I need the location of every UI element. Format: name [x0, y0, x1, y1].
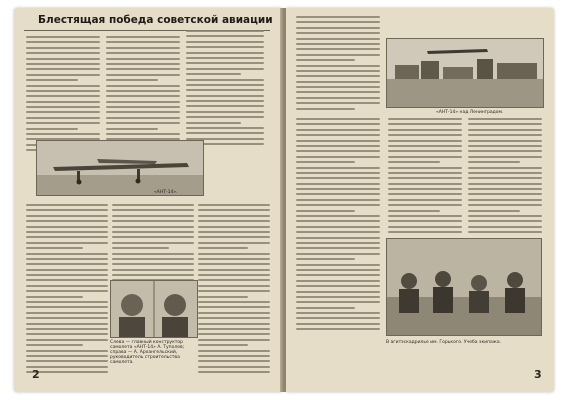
left-page	[14, 8, 282, 392]
text-line	[26, 312, 108, 314]
text-line	[198, 242, 270, 244]
text-line	[26, 258, 108, 260]
text-line	[296, 145, 380, 147]
text-line	[198, 360, 270, 362]
text-line	[388, 220, 462, 222]
text-line	[112, 215, 194, 217]
text-line	[186, 100, 264, 102]
text-line	[26, 360, 108, 362]
text-line	[186, 73, 241, 75]
text-line	[198, 274, 270, 276]
text-line	[26, 36, 100, 38]
text-line	[198, 215, 270, 217]
text-line	[296, 27, 380, 29]
text-line	[198, 301, 270, 303]
text-line	[296, 269, 380, 271]
left-lower-column-1	[26, 204, 108, 377]
text-line	[296, 317, 380, 319]
text-line	[296, 237, 380, 239]
text-line	[198, 312, 270, 314]
text-line	[296, 43, 380, 45]
text-line	[388, 156, 462, 158]
text-line	[296, 54, 380, 56]
text-line	[296, 140, 380, 142]
text-line	[198, 204, 270, 206]
text-line	[296, 312, 380, 314]
text-line	[296, 21, 380, 23]
text-line	[186, 46, 264, 48]
text-line	[106, 85, 180, 87]
text-line	[186, 111, 264, 113]
crew-photo-caption: В агитэскадрилье им. Горького. Учеба экипажа.	[386, 340, 502, 345]
city-photo-image	[387, 39, 543, 107]
text-line	[26, 106, 100, 108]
text-line	[26, 253, 108, 255]
text-line	[388, 118, 462, 120]
text-line	[388, 204, 462, 206]
text-line	[106, 111, 180, 113]
text-line	[26, 296, 83, 298]
text-line	[112, 258, 194, 260]
text-line	[198, 290, 270, 292]
text-line	[468, 177, 542, 179]
text-line	[388, 210, 440, 212]
text-line	[186, 132, 264, 134]
text-line	[296, 264, 380, 266]
text-line	[388, 140, 462, 142]
text-line	[26, 301, 108, 303]
text-line	[296, 156, 380, 158]
text-line	[198, 285, 270, 287]
text-line	[106, 63, 180, 65]
text-line	[186, 52, 264, 54]
text-line	[198, 231, 270, 233]
text-line	[296, 296, 380, 298]
text-line	[296, 307, 355, 309]
text-line	[106, 47, 180, 49]
text-line	[26, 101, 100, 103]
text-line	[468, 140, 542, 142]
text-line	[296, 247, 380, 249]
right-text-column-3	[388, 118, 462, 237]
text-line	[296, 193, 380, 195]
text-line	[296, 59, 355, 61]
text-line	[468, 145, 542, 147]
text-line	[198, 339, 270, 341]
text-line	[388, 215, 462, 217]
text-line	[112, 263, 194, 265]
text-line	[26, 95, 100, 97]
text-line	[26, 333, 108, 335]
text-line	[198, 269, 270, 271]
text-line	[198, 350, 270, 352]
text-line	[468, 134, 542, 136]
text-line	[26, 274, 108, 276]
text-line	[388, 199, 462, 201]
text-line	[468, 193, 542, 195]
article-headline: Блестящая победа советской авиации	[38, 14, 273, 26]
text-line	[296, 91, 380, 93]
text-line	[106, 122, 180, 124]
text-line	[112, 204, 194, 206]
text-line	[106, 36, 180, 38]
text-line	[296, 231, 380, 233]
text-line	[296, 210, 355, 212]
text-line	[296, 97, 380, 99]
text-line	[388, 167, 462, 169]
text-line	[186, 84, 264, 86]
text-line	[26, 242, 108, 244]
text-line	[198, 317, 270, 319]
text-line	[296, 177, 380, 179]
text-line	[388, 161, 440, 163]
text-line	[296, 220, 380, 222]
text-line	[468, 172, 542, 174]
text-line	[106, 68, 180, 70]
text-line	[296, 86, 380, 88]
text-line	[186, 62, 264, 64]
text-line	[106, 58, 180, 60]
text-line	[296, 65, 380, 67]
aircraft-photo-caption: «АНТ-14».	[154, 190, 178, 195]
text-line	[26, 279, 108, 281]
text-line	[186, 68, 264, 70]
text-line	[186, 79, 264, 81]
text-line	[106, 74, 180, 76]
text-line	[106, 52, 180, 54]
text-line	[388, 183, 462, 185]
text-line	[296, 48, 380, 50]
text-line	[296, 172, 380, 174]
text-line	[296, 291, 380, 293]
text-line	[468, 231, 542, 233]
text-line	[296, 38, 380, 40]
text-line	[296, 323, 380, 325]
text-line	[296, 75, 380, 77]
text-line	[106, 106, 180, 108]
text-line	[26, 355, 108, 357]
text-line	[468, 183, 542, 185]
right-text-column-1	[296, 16, 380, 113]
text-line	[198, 209, 270, 211]
text-line	[106, 79, 158, 81]
text-line	[468, 161, 520, 163]
text-line	[112, 220, 194, 222]
text-line	[198, 366, 270, 368]
text-line	[186, 122, 241, 124]
text-line	[26, 68, 100, 70]
left-text-column-1	[26, 36, 100, 155]
text-line	[296, 226, 380, 228]
text-line	[296, 215, 380, 217]
text-line	[198, 263, 270, 265]
left-text-column-3	[186, 30, 264, 149]
text-line	[296, 134, 380, 136]
crew-photo-image	[387, 239, 541, 335]
text-line	[26, 79, 78, 81]
text-line	[198, 371, 270, 373]
text-line	[468, 226, 542, 228]
text-line	[296, 81, 380, 83]
text-line	[26, 285, 108, 287]
text-line	[388, 231, 462, 233]
text-line	[112, 269, 194, 271]
text-line	[186, 105, 264, 107]
text-line	[296, 161, 355, 163]
text-line	[198, 323, 270, 325]
right-page-number: 3	[534, 368, 542, 381]
text-line	[106, 128, 158, 130]
text-line	[388, 188, 462, 190]
text-line	[468, 210, 520, 212]
text-line	[296, 253, 380, 255]
text-line	[296, 70, 380, 72]
portraits-caption: Слева — главный конструктор самолета «АНТ-14» А. Туполев; справа — А. Архангельский, руководитель строительства самолета.	[110, 340, 185, 365]
text-line	[388, 123, 462, 125]
text-line	[26, 111, 100, 113]
text-line	[26, 90, 100, 92]
text-line	[468, 156, 542, 158]
text-line	[26, 209, 108, 211]
text-line	[468, 129, 542, 131]
aircraft-photo-image	[37, 141, 203, 195]
text-line	[26, 328, 108, 330]
text-line	[468, 188, 542, 190]
text-line	[26, 344, 83, 346]
right-page	[286, 8, 554, 392]
left-lower-column-3	[198, 204, 270, 377]
portraits-photo	[110, 280, 198, 338]
text-line	[198, 253, 270, 255]
text-line	[106, 95, 180, 97]
text-line	[26, 306, 108, 308]
text-line	[198, 333, 270, 335]
text-line	[106, 117, 180, 119]
text-line	[26, 41, 100, 43]
text-line	[198, 220, 270, 222]
text-line	[186, 95, 264, 97]
text-line	[296, 199, 380, 201]
text-line	[26, 236, 108, 238]
text-line	[112, 231, 194, 233]
text-line	[388, 172, 462, 174]
text-line	[112, 247, 169, 249]
text-line	[106, 41, 180, 43]
text-line	[296, 123, 380, 125]
text-line	[186, 116, 264, 118]
text-line	[296, 285, 380, 287]
text-line	[198, 279, 270, 281]
text-line	[296, 242, 380, 244]
text-line	[296, 32, 380, 34]
text-line	[26, 269, 108, 271]
text-line	[112, 226, 194, 228]
text-line	[26, 350, 108, 352]
text-line	[106, 133, 180, 135]
left-page-number: 2	[32, 368, 40, 381]
text-line	[198, 236, 270, 238]
text-line	[186, 57, 264, 59]
text-line	[106, 90, 180, 92]
text-line	[186, 30, 264, 32]
text-line	[198, 306, 270, 308]
text-line	[198, 247, 248, 249]
text-line	[198, 296, 248, 298]
left-text-column-2	[106, 36, 180, 144]
text-line	[26, 231, 108, 233]
text-line	[112, 274, 194, 276]
text-line	[26, 290, 108, 292]
text-line	[26, 58, 100, 60]
text-line	[26, 204, 108, 206]
city-photo	[386, 38, 544, 108]
portraits-photo-image	[111, 281, 197, 337]
text-line	[468, 167, 542, 169]
text-line	[198, 226, 270, 228]
text-line	[186, 127, 264, 129]
text-line	[296, 301, 380, 303]
text-line	[186, 41, 264, 43]
text-line	[296, 108, 355, 110]
text-line	[296, 280, 380, 282]
left-lower-column-2	[112, 204, 194, 285]
text-line	[296, 274, 380, 276]
text-line	[26, 74, 100, 76]
text-line	[198, 355, 270, 357]
text-line	[388, 145, 462, 147]
text-line	[296, 258, 355, 260]
text-line	[26, 215, 108, 217]
text-line	[198, 328, 270, 330]
text-line	[296, 118, 380, 120]
crew-photo	[386, 238, 542, 336]
text-line	[388, 129, 462, 131]
text-line	[26, 339, 108, 341]
text-line	[26, 63, 100, 65]
text-line	[468, 204, 542, 206]
text-line	[26, 323, 108, 325]
text-line	[468, 199, 542, 201]
text-line	[296, 188, 380, 190]
text-line	[26, 317, 108, 319]
text-line	[296, 328, 380, 330]
text-line	[388, 177, 462, 179]
text-line	[26, 220, 108, 222]
text-line	[388, 193, 462, 195]
text-line	[388, 150, 462, 152]
text-line	[112, 236, 194, 238]
text-line	[296, 183, 380, 185]
text-line	[388, 134, 462, 136]
right-text-column-4	[468, 118, 542, 237]
text-line	[468, 150, 542, 152]
text-line	[198, 258, 270, 260]
text-line	[186, 89, 264, 91]
text-line	[106, 101, 180, 103]
text-line	[26, 128, 78, 130]
text-line	[296, 16, 380, 18]
text-line	[26, 47, 100, 49]
text-line	[26, 263, 108, 265]
text-line	[186, 35, 264, 37]
text-line	[112, 253, 194, 255]
text-line	[468, 215, 542, 217]
text-line	[296, 167, 380, 169]
text-line	[296, 204, 380, 206]
text-line	[26, 85, 100, 87]
text-line	[112, 242, 194, 244]
text-line	[296, 129, 380, 131]
right-text-column-2	[296, 118, 380, 334]
aircraft-photo	[36, 140, 204, 196]
city-photo-caption: «АНТ-14» над Ленинградом.	[436, 110, 504, 115]
text-line	[296, 150, 380, 152]
text-line	[468, 123, 542, 125]
text-line	[26, 117, 100, 119]
text-line	[198, 344, 248, 346]
text-line	[26, 247, 83, 249]
text-line	[26, 122, 100, 124]
text-line	[26, 226, 108, 228]
text-line	[112, 209, 194, 211]
text-line	[296, 102, 380, 104]
text-line	[388, 226, 462, 228]
text-line	[26, 52, 100, 54]
text-line	[26, 133, 100, 135]
text-line	[468, 220, 542, 222]
text-line	[468, 118, 542, 120]
